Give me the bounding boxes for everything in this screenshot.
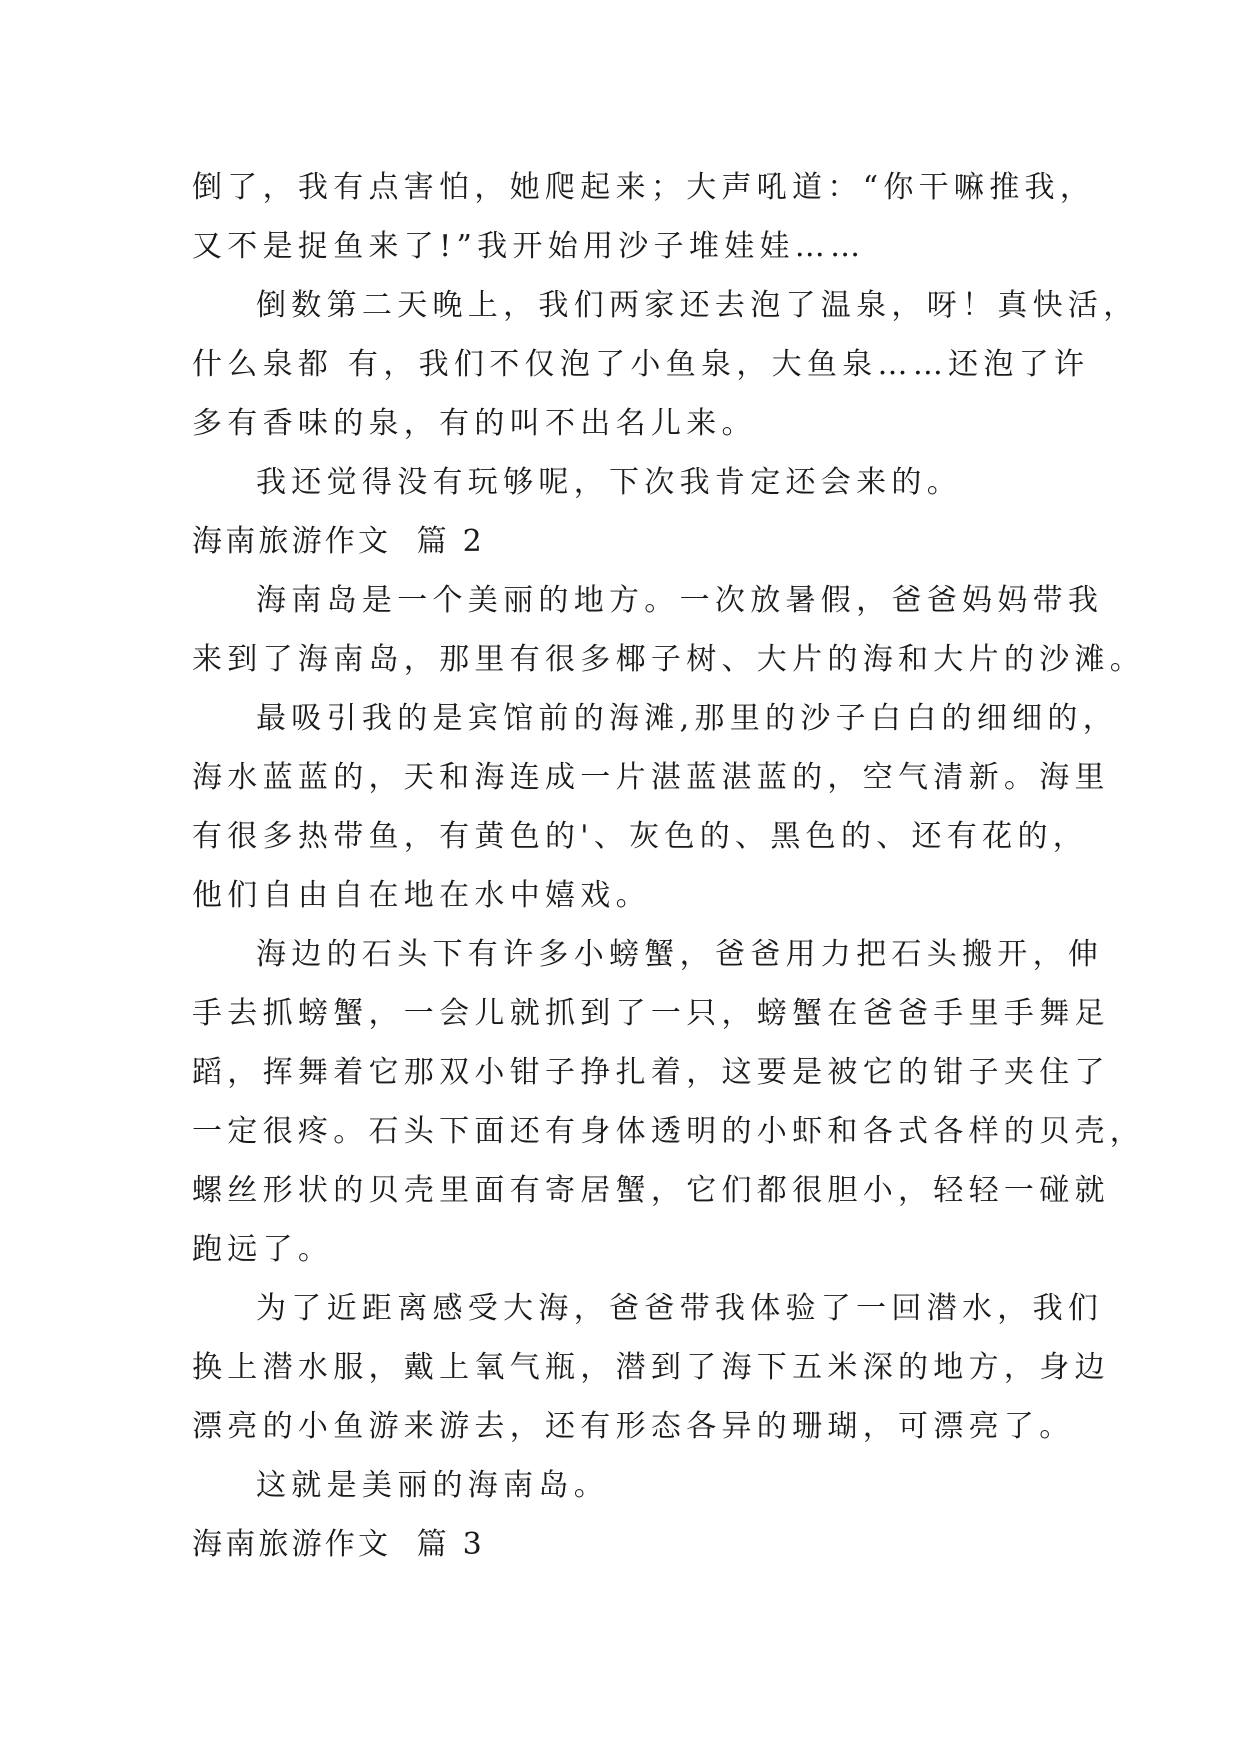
- text-line: 漂亮的小鱼游来游去，还有形态各异的珊瑚，可漂亮了。: [192, 1409, 1075, 1444]
- text-line: 多有香味的泉，有的叫不出名儿来。: [192, 406, 757, 441]
- text-line: 换上潜水服，戴上氧气瓶，潜到了海下五米深的地方，身边: [192, 1350, 1110, 1385]
- section-heading: 海南旅游作文 篇 3: [192, 1527, 485, 1562]
- text-line: 手去抓螃蟹，一会儿就抓到了一只，螃蟹在爸爸手里手舞足: [192, 996, 1110, 1031]
- text-line: 蹈，挥舞着它那双小钳子挣扎着，这要是被它的钳子夹住了: [192, 1055, 1110, 1090]
- text-line: 什么泉都 有，我们不仅泡了小鱼泉，大鱼泉……还泡了许: [192, 347, 1090, 382]
- text-line: 跑远了。: [192, 1232, 334, 1267]
- text-line: 又不是捉鱼来了!”我开始用沙子堆娃娃……: [192, 229, 866, 264]
- paragraph-line: 海边的石头下有许多小螃蟹，爸爸用力把石头搬开，伸: [256, 937, 1104, 972]
- paragraph-line: 倒数第二天晚上，我们两家还去泡了温泉，呀！真快活，: [256, 288, 1139, 323]
- document-page: [192, 158, 1146, 1574]
- paragraph-line: 我还觉得没有玩够呢，下次我肯定还会来的。: [256, 465, 962, 500]
- text-line: 他们自由自在地在水中嬉戏。: [192, 878, 651, 913]
- text-line: 螺丝形状的贝壳里面有寄居蟹，它们都很胆小，轻轻一碰就: [192, 1173, 1110, 1208]
- text-line: 一定很疼。石头下面还有身体透明的小虾和各式各样的贝壳，: [192, 1114, 1146, 1149]
- text-line: 有很多热带鱼，有黄色的'、灰色的、黑色的、还有花的，: [192, 819, 1089, 854]
- paragraph-line: 这就是美丽的海南岛。: [256, 1468, 609, 1503]
- text-line: 海水蓝蓝的，天和海连成一片湛蓝湛蓝的，空气清新。海里: [192, 760, 1110, 795]
- paragraph-line: 为了近距离感受大海，爸爸带我体验了一回潜水，我们: [256, 1291, 1104, 1326]
- section-heading: 海南旅游作文 篇 2: [192, 524, 485, 559]
- paragraph-line: 最吸引我的是宾馆前的海滩,那里的沙子白白的细细的，: [256, 701, 1119, 736]
- text-line: 来到了海南岛，那里有很多椰子树、大片的海和大片的沙滩。: [192, 642, 1146, 677]
- paragraph-line: 海南岛是一个美丽的地方。一次放暑假，爸爸妈妈带我: [256, 583, 1104, 618]
- text-line: 倒了，我有点害怕，她爬起来；大声吼道：“你干嘛推我，: [192, 170, 1096, 205]
